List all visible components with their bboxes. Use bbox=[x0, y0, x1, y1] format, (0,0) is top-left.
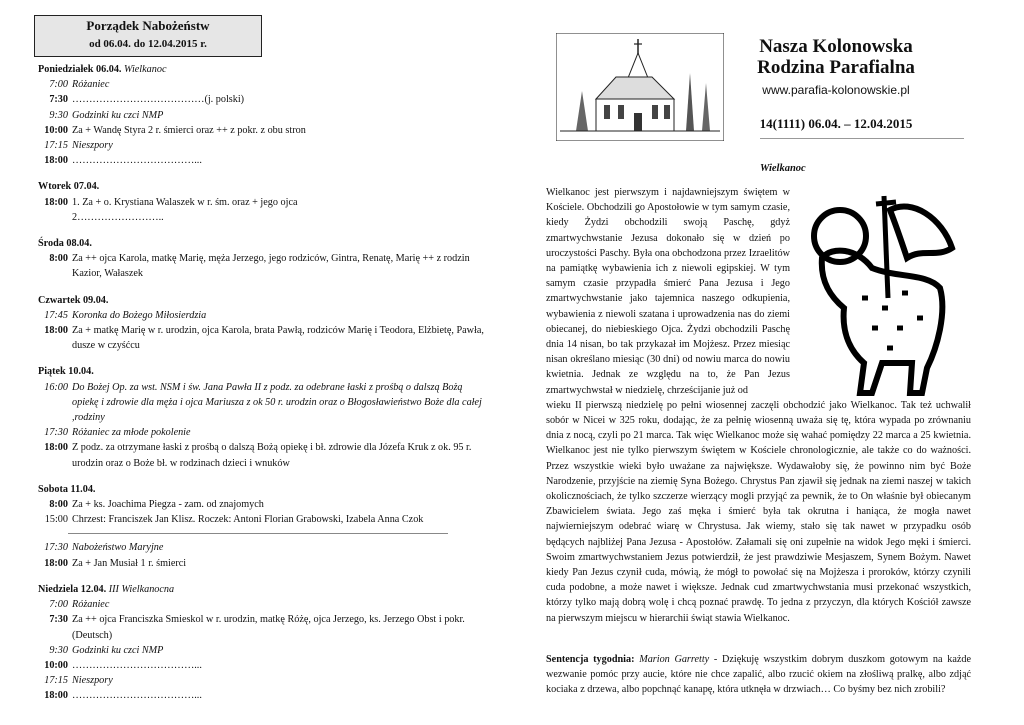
mass-intention: Za + ks. Joachima Piegza - zam. od znajomych bbox=[72, 499, 264, 511]
day-label: Czwartek 09.04. bbox=[38, 294, 109, 306]
sentence-text: - Dziękuję wszystkim dobrym duszkom gotowym na każde wezwanie pomóc przy aucie, które nie chce zapalić, albo rzucić okiem na złośliwą pralkę, albo zdjąć kociaka z drzewa, albo popchnąć kanapę, która utknęła w drzwiach… Co byśmy bez nich zrobili? bbox=[546, 654, 971, 696]
article-body bbox=[546, 185, 971, 626]
schedule-row bbox=[38, 138, 488, 153]
day-heading bbox=[38, 482, 488, 497]
mass-time: 18:00 bbox=[44, 442, 68, 454]
title-line-2: Rodzina Parafialna bbox=[757, 57, 915, 78]
schedule-row bbox=[38, 308, 488, 323]
article-paragraph-wide: wieku II pierwszą niedzielę po pełni wiosennej zaczęli obchodzić jako Wielkanoc. Tak też uchwalił sobór w Nicei w 325 roku, dodając, że za pełnię wiosenną uważa się tę, która wypada po zrównaniu dnia z nocą, czyli po 21 marca. Tak więc Wielkanoc może się wahać pomiędzy 22 marca a 25 kwietnia. Wielkanoc jest nie tylko pierwszym świętem w Kościele chronologicznie, ale także co do ważności. Przez wszystkie wieki było uważane za największe. Wydawałoby się, że powinno nim być Boże Narodzenie, przyjście na ziemię Syna Bożego. Chrystus Pan zjawił się jednak na ziemi naszej w takich okolicznościach, że tylko szczerze wierzący mogli przyjąć za pewnik, że to On właśnie był obiecanym Zbawicielem świata. Jego zaś męka i śmierć była tak okrutna i haniąca, że mogła nawet najwierniejszym odebrać wiarę w Chrystusa. Jak wiemy, stało się tak nawet w przypadku osób będących najbliżej Pana Jezusa - Apostołów. Załamali się oni zupełnie na widok Jego męki i śmierci. Swoim zmartwychwstaniem Jezus potwierdził, że jest prawdziwie Mesjaszem, Synem Bożym. Nawet kiedy Pan Jezus czynił cuda, mówią, że mógł to powołać się na Mojżesza i proroków, którzy czynili cuda podobne, a może nawet i większe. Jednak cud zmartwychwstania musi przekonać wszystkich, którzy tylko mają dobrą wolę i chcą poznać prawdę. To jedna z przyczyn, dla których Kościół zawsze na pierwszym miejscu w hierarchii świąt stawia Wielkanoc. bbox=[546, 399, 971, 624]
schedule-row bbox=[38, 540, 488, 555]
mass-time: 18:00 bbox=[44, 557, 68, 569]
schedule-row bbox=[38, 251, 488, 281]
day-label: Wtorek 07.04. bbox=[38, 181, 100, 193]
mass-time: 7:30 bbox=[49, 614, 68, 626]
mass-time: 18:00 bbox=[44, 196, 68, 208]
mass-time: 10:00 bbox=[44, 659, 68, 671]
mass-intention: 1. Za + o. Krystiana Walaszek w r. śm. oraz + jego ojca bbox=[72, 196, 298, 208]
issue-number: 14(1111) 06.04. – 12.04.2015 bbox=[759, 116, 913, 131]
schedule-row bbox=[38, 92, 488, 107]
mass-intention: …………………………………(j. polski) bbox=[72, 94, 245, 106]
mass-intention: Z podz. za otrzymane łaski z prośbą o dalszą Bożą opiekę i bł. zdrowie dla Józefa Kruk z ok. 95 r. urodzin oraz o Boże bł. w rodzinach dzieci i wnuków bbox=[72, 442, 472, 469]
website-url[interactable]: www.parafia-kolonowskie.pl bbox=[762, 83, 910, 97]
schedule-row bbox=[38, 123, 488, 138]
mass-time: 9:30 bbox=[49, 644, 68, 656]
newsletter-title bbox=[726, 36, 946, 78]
divider bbox=[760, 138, 964, 139]
mass-intention: Nieszpory bbox=[72, 675, 113, 687]
schedule-row bbox=[38, 612, 488, 642]
mass-time: 17:30 bbox=[44, 542, 68, 554]
mass-time: 17:45 bbox=[44, 309, 68, 321]
schedule-title: Porządek Nabożeństw bbox=[86, 18, 210, 33]
mass-intention: Różaniec bbox=[72, 79, 110, 91]
mass-time: 16:00 bbox=[44, 381, 68, 393]
mass-intention: ………………………………... bbox=[72, 155, 202, 167]
mass-time: 8:00 bbox=[49, 499, 68, 511]
schedule-row bbox=[38, 658, 488, 673]
mass-intention: Za + Jan Musiał 1 r. śmierci bbox=[72, 557, 187, 569]
sentence-label: Sentencja tygodnia: bbox=[546, 654, 635, 665]
mass-intention: Za ++ ojca Franciszka Smieskol w r. urodzin, matkę Różę, ojca Jerzego, ks. Jerzego Obst i pokr.(Deutsch) bbox=[72, 614, 465, 641]
schedule-row bbox=[38, 323, 488, 353]
schedule-row bbox=[38, 380, 488, 426]
mass-time: 9:30 bbox=[49, 109, 68, 121]
mass-time: 17:15 bbox=[44, 675, 68, 687]
mass-time: 18:00 bbox=[44, 690, 68, 702]
mass-time: 17:30 bbox=[44, 427, 68, 439]
schedule-row bbox=[38, 108, 488, 123]
mass-intention: Chrzest: Franciszek Jan Klisz. Roczek: Antoni Florian Grabowski, Izabela Anna Czok bbox=[72, 514, 424, 526]
day-subtitle: III Wielkanocna bbox=[108, 583, 175, 595]
day-heading bbox=[38, 236, 488, 251]
mass-intention: Różaniec bbox=[72, 599, 110, 611]
mass-intention: 2…………………….. bbox=[72, 211, 164, 223]
schedule-row bbox=[38, 673, 488, 688]
mass-intention: ………………………………... bbox=[72, 690, 202, 702]
day-heading bbox=[38, 582, 488, 597]
mass-intention: Godzinki ku czci NMP bbox=[72, 109, 164, 121]
mass-time: 7:00 bbox=[49, 599, 68, 611]
mass-time bbox=[38, 210, 72, 225]
mass-intention: Koronka do Bożego Miłosierdzia bbox=[72, 309, 207, 321]
sentence-of-week bbox=[546, 652, 971, 698]
schedule-row bbox=[38, 597, 488, 612]
mass-time: 15:00 bbox=[44, 514, 68, 526]
mass-intention: ………………………………... bbox=[72, 659, 202, 671]
mass-intention: Za + Wandę Styra 2 r. śmierci oraz ++ z pokr. z obu stron bbox=[72, 124, 306, 136]
day-subtitle: Wielkanoc bbox=[124, 64, 167, 75]
church-illustration bbox=[556, 33, 724, 141]
schedule-row bbox=[38, 497, 488, 512]
mass-intention: Różaniec za młode pokolenie bbox=[72, 427, 191, 439]
schedule-row bbox=[38, 512, 488, 527]
divider bbox=[68, 533, 448, 534]
day-heading bbox=[38, 293, 488, 308]
mass-time: 10:00 bbox=[44, 124, 68, 136]
schedule-row bbox=[38, 425, 488, 440]
day-heading bbox=[38, 364, 488, 379]
schedule-row bbox=[38, 643, 488, 658]
schedule-row bbox=[38, 153, 488, 168]
title-line-1: Nasza Kolonowska bbox=[759, 36, 913, 57]
mass-intention: Nabożeństwo Maryjne bbox=[72, 542, 164, 554]
sentence-author: Marion Garretty bbox=[639, 654, 710, 665]
day-label: Poniedziałek 06.04. bbox=[38, 64, 122, 75]
mass-intention: Za ++ ojca Karola, matkę Marię, męża Jerzego, jego rodziców, Gintra, Renatę, Marię ++ z rodzin Kazior, Wałaszek bbox=[72, 253, 470, 280]
schedule-row bbox=[38, 195, 488, 210]
mass-intention: Do Bożej Op. za wst. NSM i św. Jana Pawła II z podz. za odebrane łaski z prośbą o dalszą Bożą opiekę i zdrowie dla męża i ojca Mariusza z ok 50 r. urodzin oraz o Błogosławieństwo Boże dla całej ,rodziny bbox=[72, 381, 482, 424]
day-label: Środa 08.04. bbox=[38, 238, 92, 250]
schedule-row bbox=[38, 556, 488, 571]
schedule-row bbox=[38, 440, 488, 470]
schedule-row bbox=[38, 688, 488, 703]
schedule-dates: od 06.04. do 12.04.2015 r. bbox=[89, 38, 207, 50]
mass-intention: Nieszpory bbox=[72, 140, 113, 152]
mass-time: 7:00 bbox=[49, 79, 68, 91]
day-label: Sobota 11.04. bbox=[38, 483, 96, 495]
day-label: Niedziela 12.04. bbox=[38, 583, 107, 595]
article-paragraph-narrow: Wielkanoc jest pierwszym i najdawniejszym świętem w Kościele. Obchodzili go Apostołowie w tym samym czasie, kiedy Żydzi obchodzili swoją Paschę, gdyż zmartwychwstanie Jezusa dokonało się w dzień po uroczystości Paschy. Była ona obchodzona przez Izraelitów na pamiątkę wybawienia ich z niewoli egipskiej. W tym samym czasie przypadła śmierć Pana Jezusa i Jego zmartwychwstanie jako tajemnica naszego odkupienia, wybawienia z niewoli szatana i uprowadzenia nas do ziemi obiecanej, do niebieskiego Ojca. Żydzi obchodzili Paschę dnia 14 nisan, bo tak przykazał im Mojżesz. Przez miesiąc nisan określano miesiąc (30 dni) od nowiu marca do nowiu kwietnia. Jednak ze względu na to, że Pan Jezus zmartwychwstał w niedzielę, chrześcijanie już od bbox=[546, 187, 790, 396]
mass-intention: Za + matkę Marię w r. urodzin, ojca Karola, brata Pawłą, rodziców Marię i Teodora, Elżbietę, Pawła, dusze w czyśćcu bbox=[72, 325, 484, 352]
schedule-row bbox=[38, 210, 488, 225]
schedule-row bbox=[38, 77, 488, 92]
mass-intention: Godzinki ku czci NMP bbox=[72, 644, 164, 656]
mass-time: 8:00 bbox=[49, 253, 68, 265]
mass-schedule bbox=[38, 62, 488, 704]
day-label: Piątek 10.04. bbox=[38, 366, 94, 378]
schedule-header-box bbox=[34, 15, 262, 57]
mass-time: 17:15 bbox=[44, 140, 68, 152]
mass-time: 18:00 bbox=[44, 155, 68, 167]
mass-time: 7:30 bbox=[49, 94, 68, 106]
day-heading bbox=[38, 62, 488, 77]
article-heading: Wielkanoc bbox=[760, 163, 806, 174]
day-heading bbox=[38, 179, 488, 194]
mass-time: 18:00 bbox=[44, 325, 68, 337]
